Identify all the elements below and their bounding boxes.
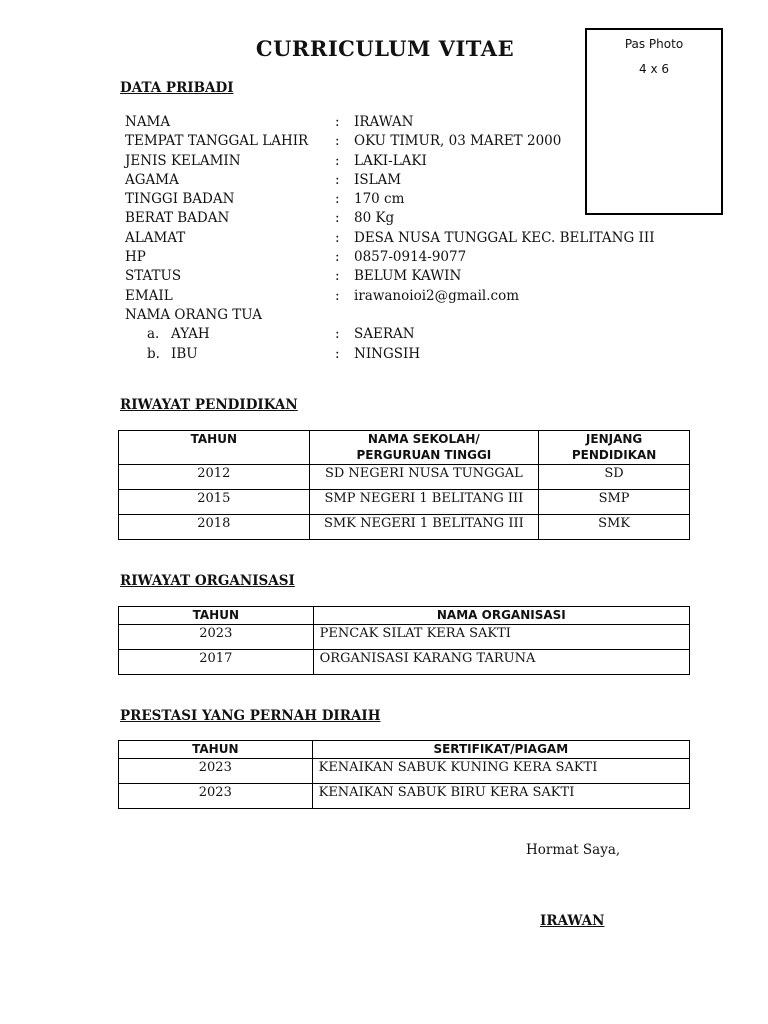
separator: : [335,345,340,362]
separator: : [335,326,340,343]
table-row [119,490,690,515]
personal-label: TEMPAT TANGGAL LAHIR [125,133,309,150]
parent-label: IBU [171,345,198,362]
table-cell: SMK NEGERI 1 BELITANG III [309,515,539,540]
table-header: TAHUN [119,607,314,625]
personal-value: 170 cm [354,191,405,208]
table-cell: 2023 [119,625,314,650]
personal-value: LAKI-LAKI [354,152,427,169]
separator: : [335,210,340,227]
section-heading-education: RIWAYAT PENDIDIKAN [120,397,298,413]
personal-label: HP [125,249,146,266]
signer-name: IRAWAN [540,913,605,929]
table-cell: 2023 [119,784,313,809]
separator: : [335,171,340,188]
personal-value: IRAWAN [354,114,414,130]
table-cell: SMP NEGERI 1 BELITANG III [309,490,539,515]
personal-value: OKU TIMUR, 03 MARET 2000 [354,133,562,150]
table-cell: SMP [539,490,690,515]
separator: : [335,133,340,150]
photo-placeholder [585,28,723,215]
email-value: irawanoioi2@gmail.com [354,287,520,304]
achievements-table [118,740,690,809]
personal-label: TINGGI BADAN [125,191,235,208]
table-cell: 2023 [119,759,313,784]
separator: : [335,152,340,169]
table-header: NAMA ORGANISASI [313,607,689,625]
section-heading-personal: DATA PRIBADI [120,80,234,96]
separator: : [335,191,340,208]
parents-label: NAMA ORANG TUA [125,306,263,323]
table-row [119,465,690,490]
table-header: SERTIFIKAT/PIAGAM [312,741,689,759]
personal-value: DESA NUSA TUNGGAL KEC. BELITANG III [354,229,655,246]
personal-label: EMAIL [125,287,173,304]
photo-size-label: 4 x 6 [639,62,669,76]
separator: : [335,229,340,246]
table-row [119,625,690,650]
separator: : [335,287,340,304]
personal-label: AGAMA [125,171,179,188]
personal-value: BELUM KAWIN [354,268,462,285]
table-header: JENJANG PENDIDIKAN [539,431,690,465]
table-cell: KENAIKAN SABUK BIRU KERA SAKTI [312,784,689,809]
table-header: NAMA SEKOLAH/ PERGURUAN TINGGI [309,431,539,465]
table-row [119,784,690,809]
table-cell: PENCAK SILAT KERA SAKTI [313,625,689,650]
table-cell: ORGANISASI KARANG TARUNA [313,650,689,675]
personal-value: ISLAM [354,171,402,188]
table-row [119,650,690,675]
list-marker: a. [147,326,160,343]
parent-label: AYAH [171,326,210,343]
list-marker: b. [147,345,160,362]
table-cell: 2018 [119,515,310,540]
table-cell: SMK [539,515,690,540]
personal-label: NAMA [125,114,171,130]
document-title: CURRICULUM VITAE [255,36,515,61]
parent-value: SAERAN [354,326,415,343]
table-cell: 2012 [119,465,310,490]
personal-label: STATUS [125,268,182,285]
table-cell: 2015 [119,490,310,515]
table-cell: KENAIKAN SABUK KUNING KERA SAKTI [312,759,689,784]
section-heading-achievements: PRESTASI YANG PERNAH DIRAIH [120,708,381,724]
table-row [119,759,690,784]
parent-value: NINGSIH [354,345,421,362]
photo-label: Pas Photo [624,37,684,51]
section-heading-organization: RIWAYAT ORGANISASI [120,573,295,589]
table-header: TAHUN [119,431,310,465]
table-header-row [119,607,690,625]
organization-table [118,606,690,675]
table-cell: SD NEGERI NUSA TUNGGAL [309,465,539,490]
personal-label: BERAT BADAN [125,210,230,227]
personal-value: 80 Kg [354,210,395,227]
table-cell: 2017 [119,650,314,675]
separator: : [335,249,340,266]
separator: : [335,268,340,285]
table-header-row [119,741,690,759]
closing-text: Hormat Saya, [526,842,621,858]
separator: : [335,114,340,130]
personal-label: JENIS KELAMIN [125,152,241,169]
table-row [119,515,690,540]
table-header-row [119,431,690,465]
education-table [118,430,690,540]
table-header: TAHUN [119,741,313,759]
personal-label: ALAMAT [125,229,186,246]
table-cell: SD [539,465,690,490]
personal-value: 0857-0914-9077 [354,249,467,266]
